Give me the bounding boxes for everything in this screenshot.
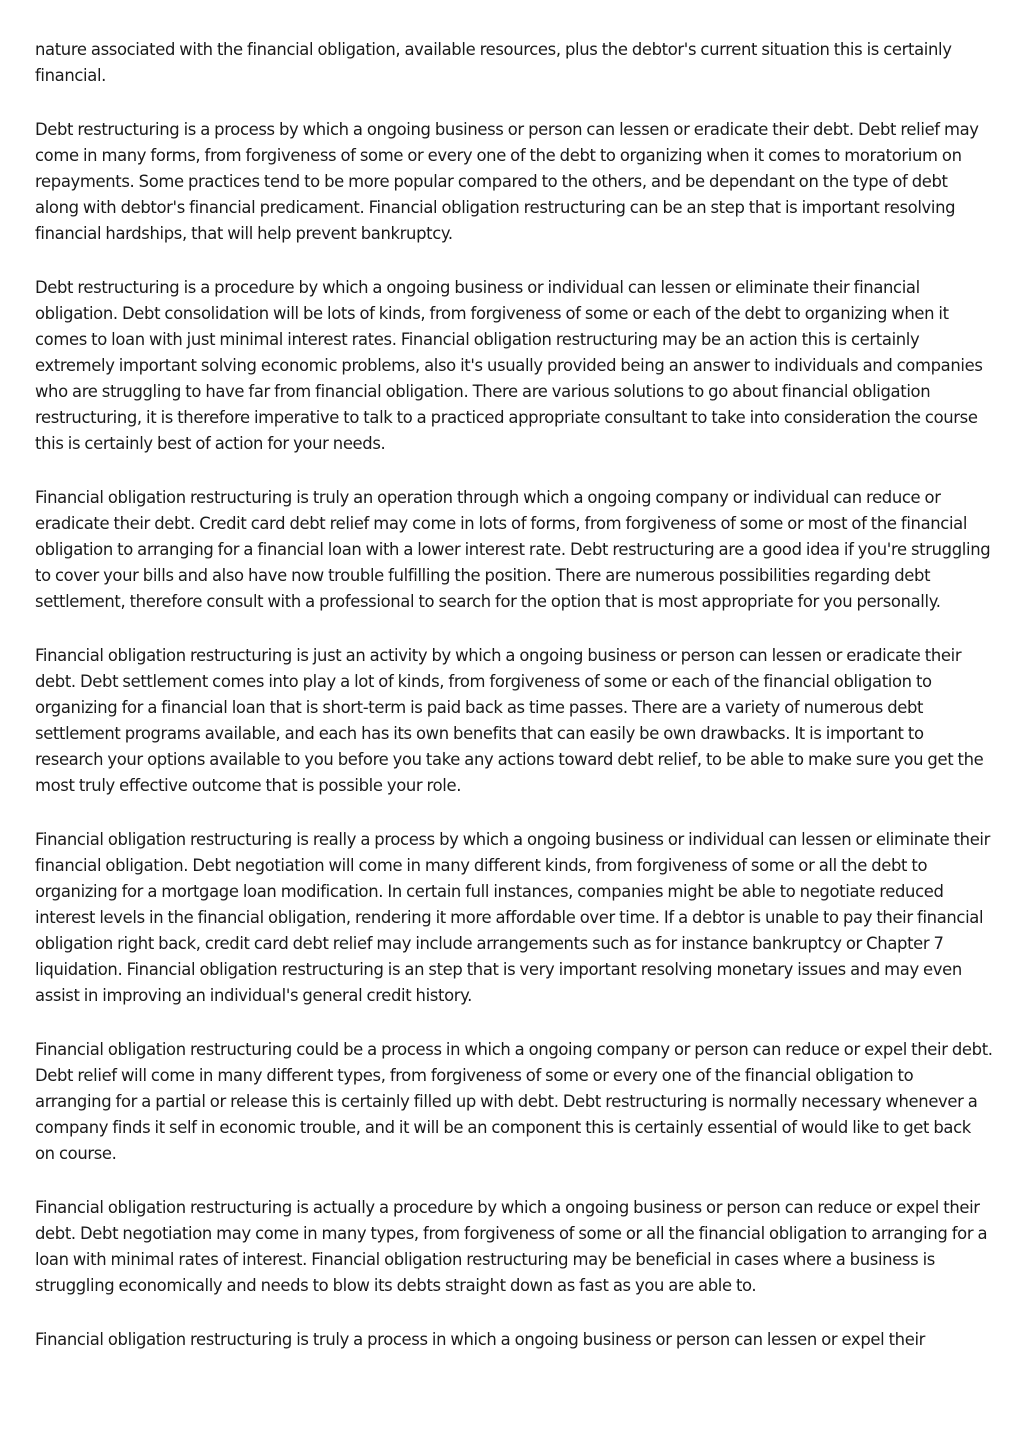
paragraph-5: Financial obligation restructuring is just an activity by which a ongoing business or person can lessen or eradicate their debt. Debt settlement comes into play a lot of kinds, from forgiveness of some or each of the financial obligation to organizing for a financial loan that is short-term is paid back as time passes. There are a variety of numerous debt settlement programs available, and each has its own benefits that can easily be own drawbacks. It is important to research your options available to you before you take any actions toward debt relief, to be able to make sure you get the most truly effective outcome that is possible your role. — [35, 646, 984, 795]
paragraph-7: Financial obligation restructuring could be a process in which a ongoing company or person can reduce or expel their debt. Debt relief will come in many different types, from forgiveness of some or every one of the financial obligation to arranging for a partial or release this is certainly filled up with debt. Debt restructuring is normally necessary whenever a company finds it self in economic trouble, and it will be an component this is certainly essential of would like to get back on course. — [35, 1040, 993, 1163]
document-body — [35, 37, 993, 1353]
paragraph-8: Financial obligation restructuring is actually a procedure by which a ongoing business or person can reduce or expel their debt. Debt negotiation may come in many types, from forgiveness of some or all the financial obligation to arranging for a loan with minimal rates of interest. Financial obligation restructuring may be beneficial in cases where a business is struggling economically and needs to blow its debts straight down as fast as you are able to. — [35, 1198, 988, 1295]
paragraph-4: Financial obligation restructuring is truly an operation through which a ongoing company or individual can reduce or eradicate their debt. Credit card debt relief may come in lots of forms, from forgiveness of some or most of the financial obligation to arranging for a financial loan with a lower interest rate. Debt restructuring are a good idea if you're struggling to cover your bills and also have now trouble fulfilling the position. There are numerous possibilities regarding debt settlement, therefore consult with a professional to search for the option that is most appropriate for you personally. — [35, 488, 991, 611]
paragraph-3: Debt restructuring is a procedure by which a ongoing business or individual can lessen or eliminate their financial obligation. Debt consolidation will be lots of kinds, from forgiveness of some or each of the debt to organizing when it comes to loan with just minimal interest rates. Financial obligation restructuring may be an action this is certainly extremely important solving economic problems, also it's usually provided being an answer to individuals and companies who are struggling to have far from financial obligation. There are various solutions to go about financial obligation restructuring, it is therefore imperative to talk to a practiced appropriate consultant to take into consideration the course this is certainly best of action for your needs. — [35, 278, 983, 453]
paragraph-2: Debt restructuring is a process by which a ongoing business or person can lessen or eradicate their debt. Debt relief may come in many forms, from forgiveness of some or every one of the debt to organizing when it comes to moratorium on repayments. Some practices tend to be more popular compared to the others, and be dependant on the type of debt along with debtor's financial predicament. Financial obligation restructuring can be an step that is important resolving financial hardships, that will help prevent bankruptcy. — [35, 120, 979, 243]
paragraph-1: nature associated with the financial obligation, available resources, plus the debtor's current situation this is certainly financial. — [35, 40, 952, 85]
paragraph-6: Financial obligation restructuring is really a process by which a ongoing business or individual can lessen or eliminate their financial obligation. Debt negotiation will come in many different kinds, from forgiveness of some or all the debt to organizing for a mortgage loan modification. In certain full instances, companies might be able to negotiate reduced interest levels in the financial obligation, rendering it more affordable over time. If a debtor is unable to pay their financial obligation right back, credit card debt relief may include arrangements such as for instance bankruptcy or Chapter 7 liquidation. Financial obligation restructuring is an step that is very important resolving monetary issues and may even assist in improving an individual's general credit history. — [35, 830, 991, 1005]
paragraph-9: Financial obligation restructuring is truly a process in which a ongoing business or person can lessen or expel their — [35, 1330, 926, 1349]
